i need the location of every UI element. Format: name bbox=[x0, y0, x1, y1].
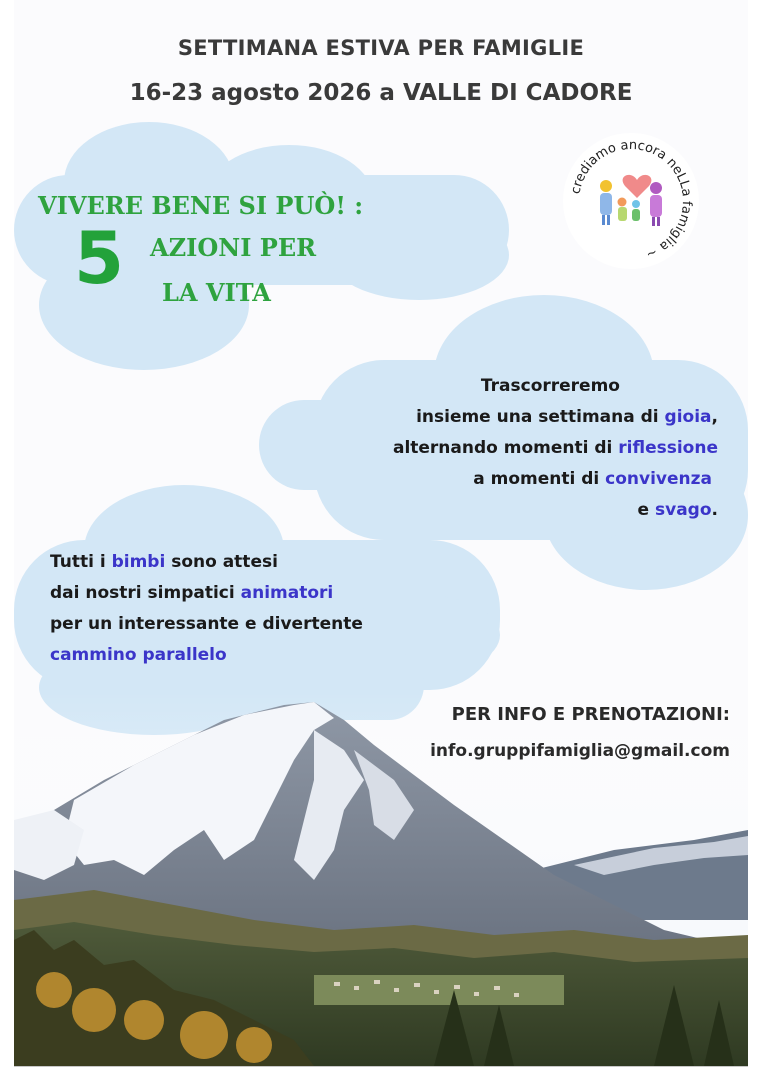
highlight-convivenza: convivenza bbox=[605, 469, 712, 489]
headline-line3: LA VITA bbox=[162, 278, 271, 307]
highlight-animatori: animatori bbox=[240, 583, 334, 603]
contact-email[interactable]: info.gruppifamiglia@gmail.com bbox=[430, 741, 730, 761]
highlight-gioia: gioia bbox=[664, 407, 712, 427]
headline-number: 5 bbox=[74, 216, 125, 300]
headline-line1: VIVERE BENE SI PUÒ! : bbox=[38, 191, 364, 220]
association-logo bbox=[562, 132, 700, 270]
highlight-cammino-parallelo: cammino parallelo bbox=[50, 645, 227, 665]
logo-arc-text: crediamo ancora neLLa famiglia ~ bbox=[568, 137, 695, 262]
page-edge bbox=[14, 1066, 748, 1067]
poster bbox=[14, 0, 748, 1066]
description-paragraph: Trascorreremo insieme una settimana di gioia, alternando momenti di riflessione a momenti di convivenza e svago. bbox=[392, 376, 718, 520]
headline-line2: AZIONI PER bbox=[150, 233, 317, 262]
highlight-riflessione: riflessione bbox=[618, 438, 718, 458]
paragraph1-line1: Trascorreremo bbox=[480, 376, 620, 396]
contact-heading: PER INFO E PRENOTAZIONI: bbox=[451, 704, 730, 725]
event-date-location: 16-23 agosto 2026 a VALLE DI CADORE bbox=[129, 80, 633, 106]
highlight-bimbi: bimbi bbox=[111, 552, 166, 572]
highlight-svago: svago bbox=[655, 500, 712, 520]
event-title: SETTIMANA ESTIVA PER FAMIGLIE bbox=[177, 36, 585, 60]
kids-paragraph: Tutti i bimbi sono attesi dai nostri simpatici animatori per un interessante e divertente cammino parallelo bbox=[50, 552, 363, 665]
